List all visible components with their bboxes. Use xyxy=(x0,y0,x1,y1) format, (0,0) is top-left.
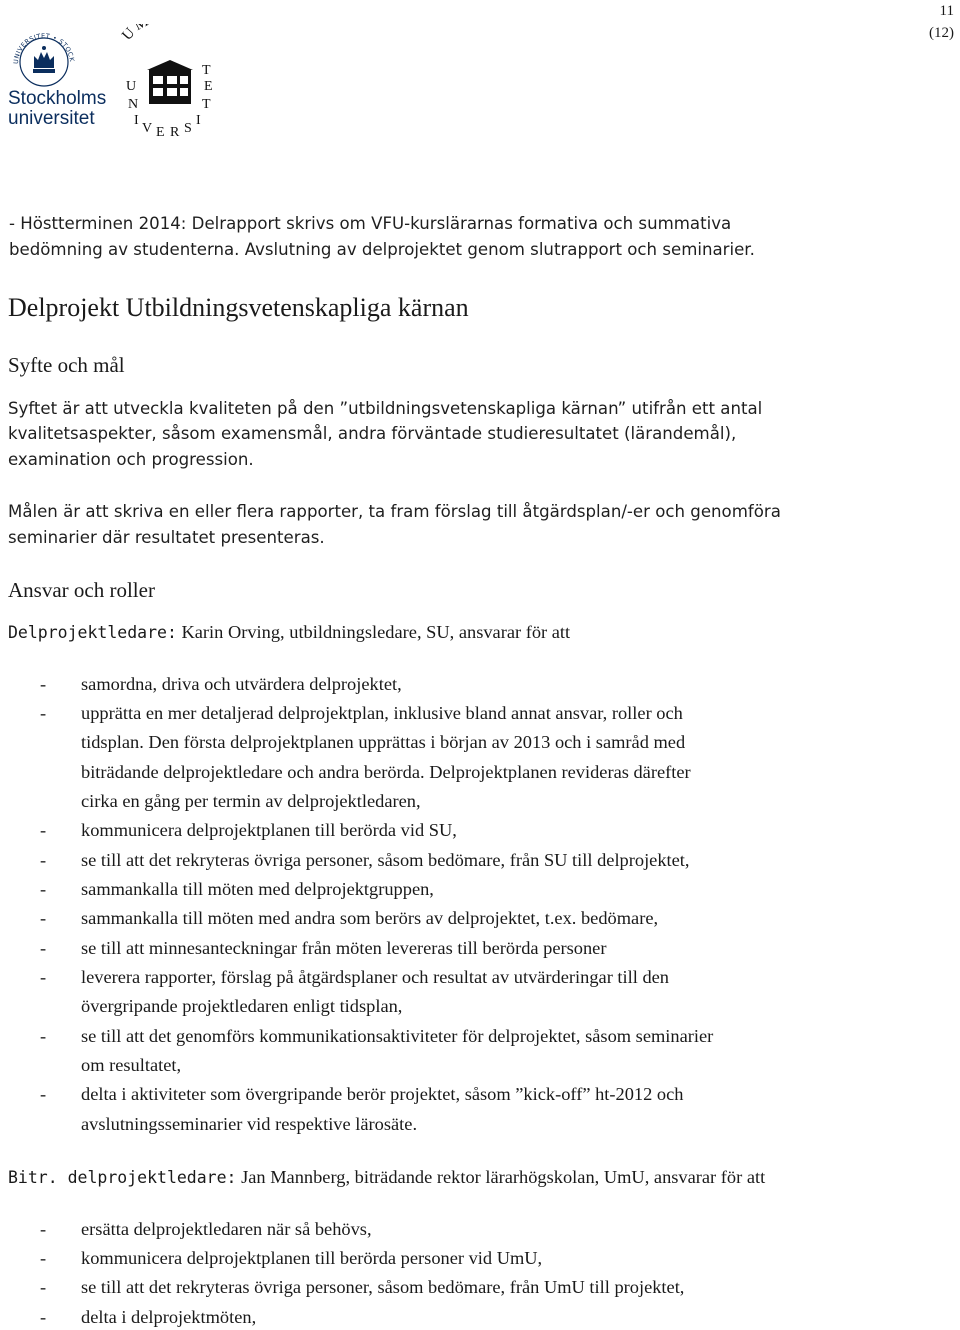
svg-text:E: E xyxy=(156,125,165,136)
list-bullet: - xyxy=(40,1026,47,1046)
svg-text:UMEÅ: U xyxy=(119,24,141,44)
umea-university-logo xyxy=(119,24,212,136)
svg-text:T: T xyxy=(202,97,211,112)
list-item-continuation: övergripande projektledaren enligt tidsplan, xyxy=(81,996,403,1016)
deputy-line xyxy=(8,1165,765,1190)
su-name-line1: Stockholms xyxy=(8,88,107,109)
list-item-continuation: biträdande delprojektledare och andra berörda. Delprojektplanen revideras därefter xyxy=(81,762,691,782)
list-bullet: - xyxy=(40,1277,47,1297)
list-item: samordna, driva och utvärdera delprojektet, xyxy=(81,674,402,694)
list-bullet: - xyxy=(40,703,47,723)
goals-paragraph-line-2: seminarier där resultatet presenteras. xyxy=(8,528,325,547)
list-item: kommunicera delprojektplanen till berörda vid SU, xyxy=(81,820,457,840)
deputy-text: Jan Mannberg, biträdande rektor lärarhögskolan, UmU, ansvarar för att xyxy=(236,1167,766,1187)
list-item: se till att det rekryteras övriga personer, såsom bedömare, från UmU till projektet, xyxy=(81,1277,685,1297)
purpose-paragraph-line-2: kvalitetsaspekter, såsom examensmål, andra förväntade studieresultatet (lärandemål), xyxy=(8,424,737,443)
intro-line-2: bedömning av studenterna. Avslutning av delprojektet genom slutrapport och seminarier. xyxy=(9,240,755,259)
list-item: upprätta en mer detaljerad delprojektplan, inklusive bland annat ansvar, roller och xyxy=(81,703,683,723)
list-item: delta i delprojektmöten, xyxy=(81,1307,257,1327)
list-bullet: - xyxy=(40,908,47,928)
list-bullet: - xyxy=(40,820,47,840)
list-item: leverera rapporter, förslag på åtgärdsplaner och resultat av utvärderingar till den xyxy=(81,967,670,987)
leader-responsibilities-list xyxy=(0,672,960,1142)
deputy-responsibilities-list xyxy=(0,1217,960,1327)
page-number-total: (12) xyxy=(929,25,954,41)
svg-text:N: N xyxy=(128,97,139,112)
subheading-purpose: Syfte och mål xyxy=(8,353,125,377)
deputy-label: Bitr. delprojektledare: xyxy=(8,1168,237,1187)
subheading-roles: Ansvar och roller xyxy=(8,578,155,602)
svg-text:I: I xyxy=(134,113,139,128)
list-item: sammankalla till möten med andra som berörs av delprojektet, t.ex. bedömare, xyxy=(81,908,659,928)
intro-line-1: - Höstterminen 2014: Delrapport skrivs om VFU-kurslärarnas formativa och summativa xyxy=(9,214,732,233)
list-bullet: - xyxy=(40,1219,47,1239)
list-item: sammankalla till möten med delprojektgruppen, xyxy=(81,879,434,899)
list-item-continuation: avslutningsseminarier vid respektive lärosäte. xyxy=(81,1114,418,1134)
list-item: se till att minnesanteckningar från möten levereras till berörda personer xyxy=(81,938,607,958)
svg-text:T: T xyxy=(202,63,211,78)
leader-label: Delprojektledare: xyxy=(8,623,177,642)
list-bullet: - xyxy=(40,850,47,870)
section-heading: Delprojekt Utbildningsvetenskapliga kärnan xyxy=(8,293,469,322)
leader-line xyxy=(8,620,570,645)
list-bullet: - xyxy=(40,879,47,899)
su-crown-emblem xyxy=(4,24,76,86)
university-logos xyxy=(4,24,234,136)
leader-text: Karin Orving, utbildningsledare, SU, ansvarar för att xyxy=(176,622,571,642)
list-item: ersätta delprojektledaren när så behövs, xyxy=(81,1219,372,1239)
list-bullet: - xyxy=(40,1307,47,1327)
purpose-paragraph-line-1: Syftet är att utveckla kvaliteten på den ”utbildningsvetenskapliga kärnan” utifrån ett antal xyxy=(8,399,763,418)
list-bullet: - xyxy=(40,967,47,987)
svg-text:S: S xyxy=(184,121,192,136)
page-number xyxy=(929,0,954,44)
svg-text:I: I xyxy=(196,113,201,128)
list-item: delta i aktiviteter som övergripande berör projektet, såsom ”kick-off” ht-2012 och xyxy=(81,1084,684,1104)
svg-text:U: U xyxy=(126,79,137,94)
goals-paragraph-line-1: Målen är att skriva en eller flera rapporter, ta fram förslag till åtgärdsplan/-er och genomföra xyxy=(8,502,781,521)
su-name-line2: universitet xyxy=(8,108,95,129)
svg-text:UNIVERSITET • STOCKHOLMS •: UNIVERSITET • STOCK xyxy=(11,31,76,65)
purpose-paragraph-line-3: examination och progression. xyxy=(8,450,254,469)
svg-text:V: V xyxy=(142,121,153,136)
list-item: kommunicera delprojektplanen till berörda personer vid UmU, xyxy=(81,1248,543,1268)
list-item-continuation: tidsplan. Den första delprojektplanen upprättas i början av 2013 och i samråd med xyxy=(81,732,686,752)
svg-text:R: R xyxy=(170,125,180,136)
list-item-continuation: cirka en gång per termin av delprojektledaren, xyxy=(81,791,421,811)
list-item-continuation: om resultatet, xyxy=(81,1055,182,1075)
list-bullet: - xyxy=(40,938,47,958)
list-bullet: - xyxy=(40,1248,47,1268)
list-item: se till att det rekryteras övriga personer, såsom bedömare, från SU till delprojektet, xyxy=(81,850,690,870)
svg-text:E: E xyxy=(204,79,213,94)
list-item: se till att det genomförs kommunikationsaktiviteter för delprojektet, såsom seminarier xyxy=(81,1026,714,1046)
page-number-current: 11 xyxy=(939,3,954,19)
list-bullet: - xyxy=(40,674,47,694)
stockholm-university-logo xyxy=(4,24,234,136)
list-bullet: - xyxy=(40,1084,47,1104)
